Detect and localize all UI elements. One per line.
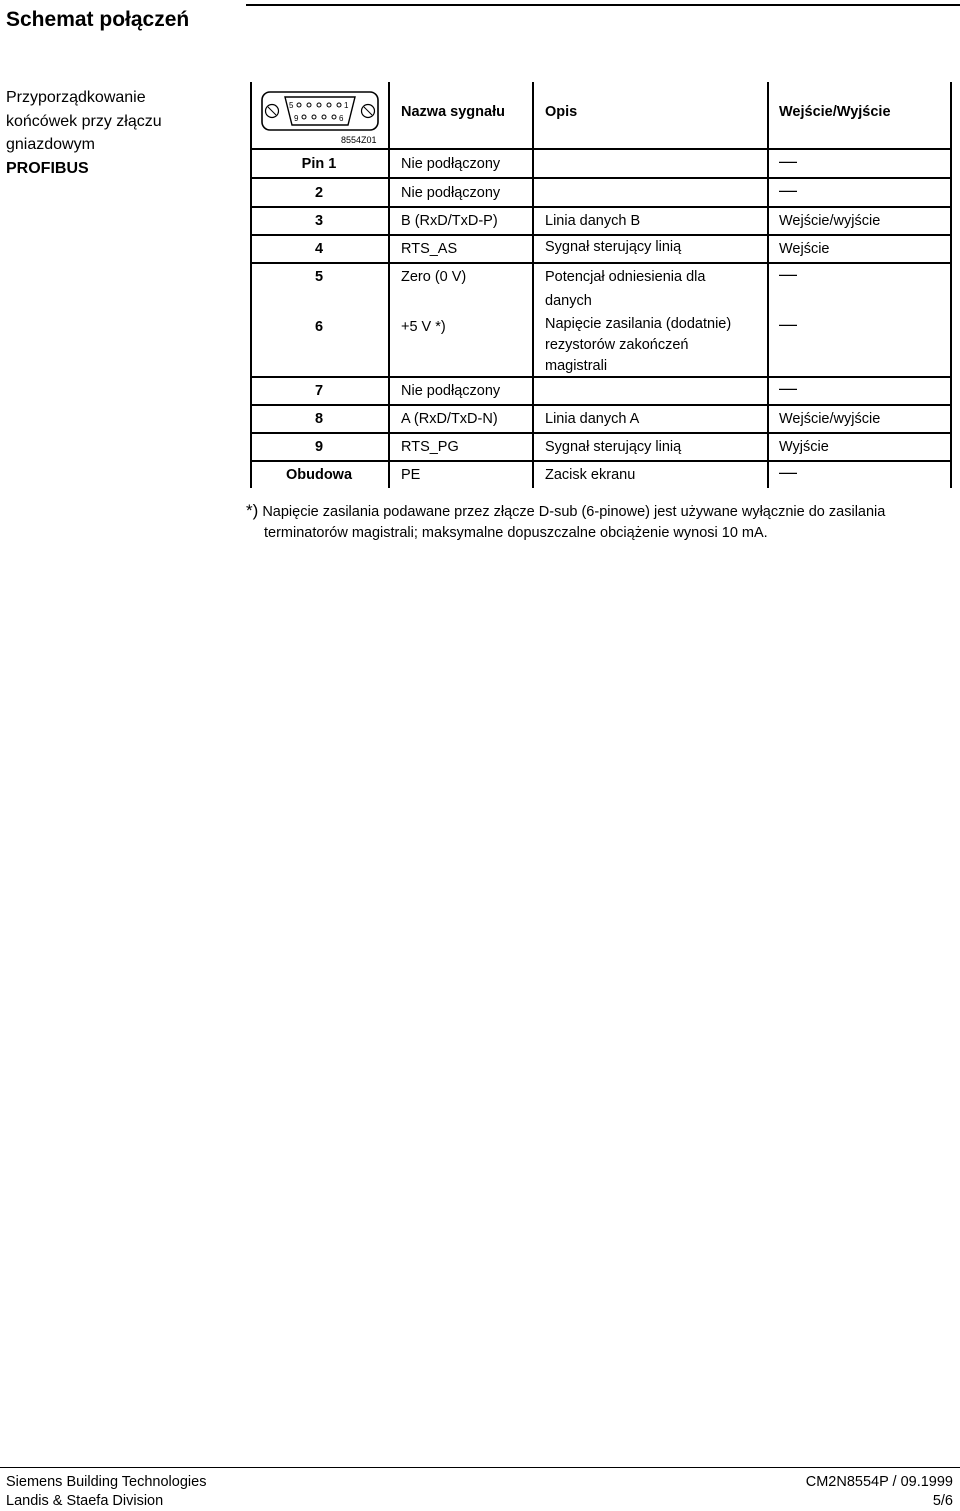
- io-cell: —: [779, 264, 797, 284]
- connector-pin-label: 5: [289, 101, 294, 110]
- io-cell: —: [779, 180, 797, 200]
- table-row-divider: [250, 404, 952, 406]
- footnote: [246, 500, 885, 544]
- pin-assignment-table: [250, 82, 952, 488]
- table-row-divider: [250, 460, 952, 462]
- table-row-divider: [250, 234, 952, 236]
- table-divider: [388, 82, 390, 488]
- side-label: [6, 86, 241, 180]
- signal-cell: B (RxD/TxD-P): [401, 213, 498, 229]
- table-divider: [767, 82, 769, 488]
- description-cell: Napięcie zasilania (dodatnie): [545, 316, 732, 332]
- connector-pin-label: 9: [294, 114, 299, 123]
- io-cell: —: [779, 378, 797, 398]
- table-row-divider: [250, 262, 952, 264]
- pin-cell: Obudowa: [285, 467, 353, 483]
- table-row-divider: [250, 177, 952, 179]
- description-cell: magistrali: [545, 358, 608, 374]
- signal-cell: Nie podłączony: [401, 383, 501, 399]
- io-cell: Wejście/wyjście: [779, 213, 881, 229]
- dsub-connector: [261, 91, 379, 136]
- footer-page-number: 5/6: [932, 1493, 953, 1509]
- footnote-text: Napięcie zasilania podawane przez złącze D-sub (6-pinowe) jest używane wyłącznie do zasilania: [262, 504, 886, 520]
- signal-cell: Nie podłączony: [401, 185, 501, 201]
- header-description: Opis: [545, 104, 578, 120]
- connector-pin-label: 1: [344, 101, 349, 110]
- io-cell: Wejście/wyjście: [779, 411, 881, 427]
- io-cell: Wejście: [779, 241, 830, 257]
- page-title: Schemat połączeń: [6, 8, 190, 31]
- signal-cell: RTS_AS: [401, 241, 458, 257]
- io-cell: —: [779, 462, 797, 482]
- signal-cell: A (RxD/TxD-N): [401, 411, 498, 427]
- io-cell: Wyjście: [779, 439, 829, 455]
- pin-cell: 7: [314, 383, 324, 399]
- footer-division: Landis & Staefa Division: [6, 1493, 164, 1509]
- description-cell: rezystorów zakończeń: [545, 337, 689, 353]
- pin-cell: 9: [314, 439, 324, 455]
- description-cell: Linia danych B: [545, 213, 641, 229]
- io-cell: —: [779, 151, 797, 171]
- signal-cell: RTS_PG: [401, 439, 459, 455]
- description-cell: Sygnał sterujący linią: [545, 439, 682, 455]
- pin-cell: 2: [314, 185, 324, 201]
- description-cell: Zacisk ekranu: [545, 467, 636, 483]
- pin-cell: 8: [314, 411, 324, 427]
- signal-cell: PE: [401, 467, 421, 483]
- pin-cell: 5: [314, 269, 324, 285]
- description-cell: Linia danych A: [545, 411, 640, 427]
- pin-cell: 6: [314, 319, 324, 335]
- pin-cell: 4: [314, 241, 324, 257]
- signal-cell: +5 V *): [401, 319, 446, 335]
- side-label-line: PROFIBUS: [6, 159, 89, 177]
- side-label-line: końcówek przy złączu: [6, 112, 162, 130]
- side-label-line: gniazdowym: [6, 136, 95, 153]
- footnote-text: terminatorów magistrali; maksymalne dopuszczalne obciążenie wynosi 10 mA.: [264, 525, 768, 541]
- description-cell: Sygnał sterujący linią: [545, 239, 682, 255]
- table-divider: [532, 82, 534, 488]
- signal-cell: Zero (0 V): [401, 269, 467, 285]
- pin-cell: Pin 1: [301, 156, 337, 172]
- pin-cell: 3: [314, 213, 324, 229]
- footer-company: Siemens Building Technologies: [6, 1474, 207, 1490]
- title-rule: [246, 4, 960, 6]
- table-row-divider: [250, 206, 952, 208]
- header-signal: Nazwa sygnału: [401, 104, 505, 120]
- table-row-divider: [250, 432, 952, 434]
- description-cell: Potencjał odniesienia dla: [545, 269, 706, 285]
- footer-rule: [0, 1467, 960, 1468]
- io-cell: —: [779, 314, 797, 334]
- dsub-9-connector-icon: [261, 91, 379, 131]
- signal-cell: Nie podłączony: [401, 156, 501, 172]
- connector-pin-label: 6: [339, 114, 344, 123]
- side-label-line: Przyporządkowanie: [6, 89, 146, 106]
- footnote-marker: *): [246, 501, 259, 520]
- description-cell: danych: [545, 293, 592, 309]
- table-border-right: [950, 82, 952, 488]
- table-row-divider: [250, 148, 952, 150]
- connector-code: 8554Z01: [341, 135, 377, 145]
- header-io: Wejście/Wyjście: [779, 104, 891, 120]
- footer-doc-number: CM2N8554P / 09.1999: [805, 1474, 953, 1490]
